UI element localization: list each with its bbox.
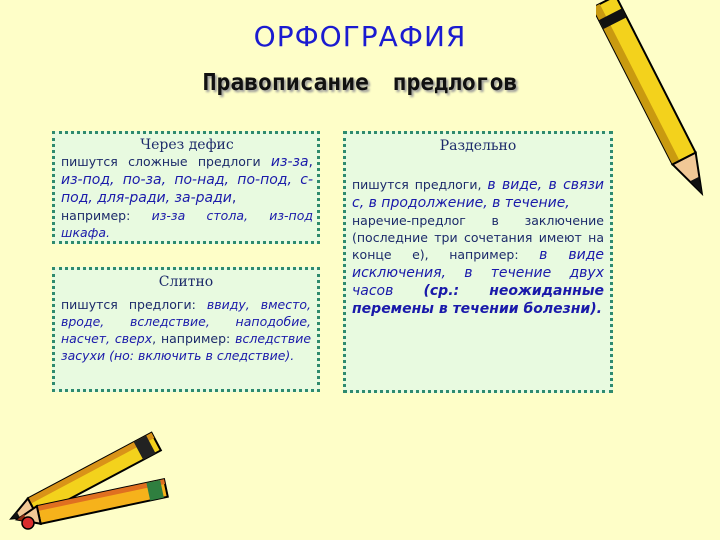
page-title: ОРФОГРАФИЯ <box>253 20 467 53</box>
rule-words: ввиду, вместо, вроде, вследствие, наподобие, насчет, сверх <box>61 297 312 346</box>
rule-words: в виде, в связи с, в продолжение, в течение, <box>352 177 605 211</box>
example-label: , например: <box>152 331 236 346</box>
page-subtitle: Правописание предлогов <box>202 70 518 96</box>
rule-word: из-за <box>270 154 309 170</box>
rule-intro: пишутся сложные предлоги <box>61 154 271 169</box>
rule-text-joined <box>61 296 311 364</box>
example-text-1: в виде исключения, в течение двух часов <box>352 247 604 299</box>
rule-intro: пишутся предлоги, <box>352 177 488 192</box>
example-text: вследствие засухи (но: включить в следствие). <box>61 331 312 363</box>
rule-words: из-под, по-за, по-над, по-под, с-под, для-ради, за-ради <box>61 172 313 206</box>
rule-intro: пишутся предлоги: <box>61 297 207 312</box>
rule-text-hyphen: пишутся сложные предлоги из-за, из-под, по-за, по-над, по-под, с-под, для-ради, за-ради, например: из-за стола, из-под шкафа. <box>61 154 313 240</box>
rule-heading-joined: Слитно <box>158 274 214 290</box>
example-label: например: <box>61 208 152 223</box>
example-text-2: (ср.: неожиданные перемены в течении болезни). <box>352 283 604 317</box>
rule-box-separate <box>343 131 613 393</box>
rule-heading-hyphen: Через дефис <box>140 137 234 153</box>
rule-text-separate <box>352 176 604 318</box>
rule-note: наречие-предлог в заключение (последние три сочетания имеют на конце е), например: <box>352 213 604 262</box>
pencils-icon <box>0 425 200 540</box>
rule-heading-separate: Раздельно <box>439 138 517 154</box>
example-text: из-за стола, из-под шкафа. <box>61 208 313 240</box>
rule-box-joined <box>52 267 320 392</box>
pencil-icon <box>596 0 711 225</box>
rule-box-hyphen <box>52 131 320 244</box>
